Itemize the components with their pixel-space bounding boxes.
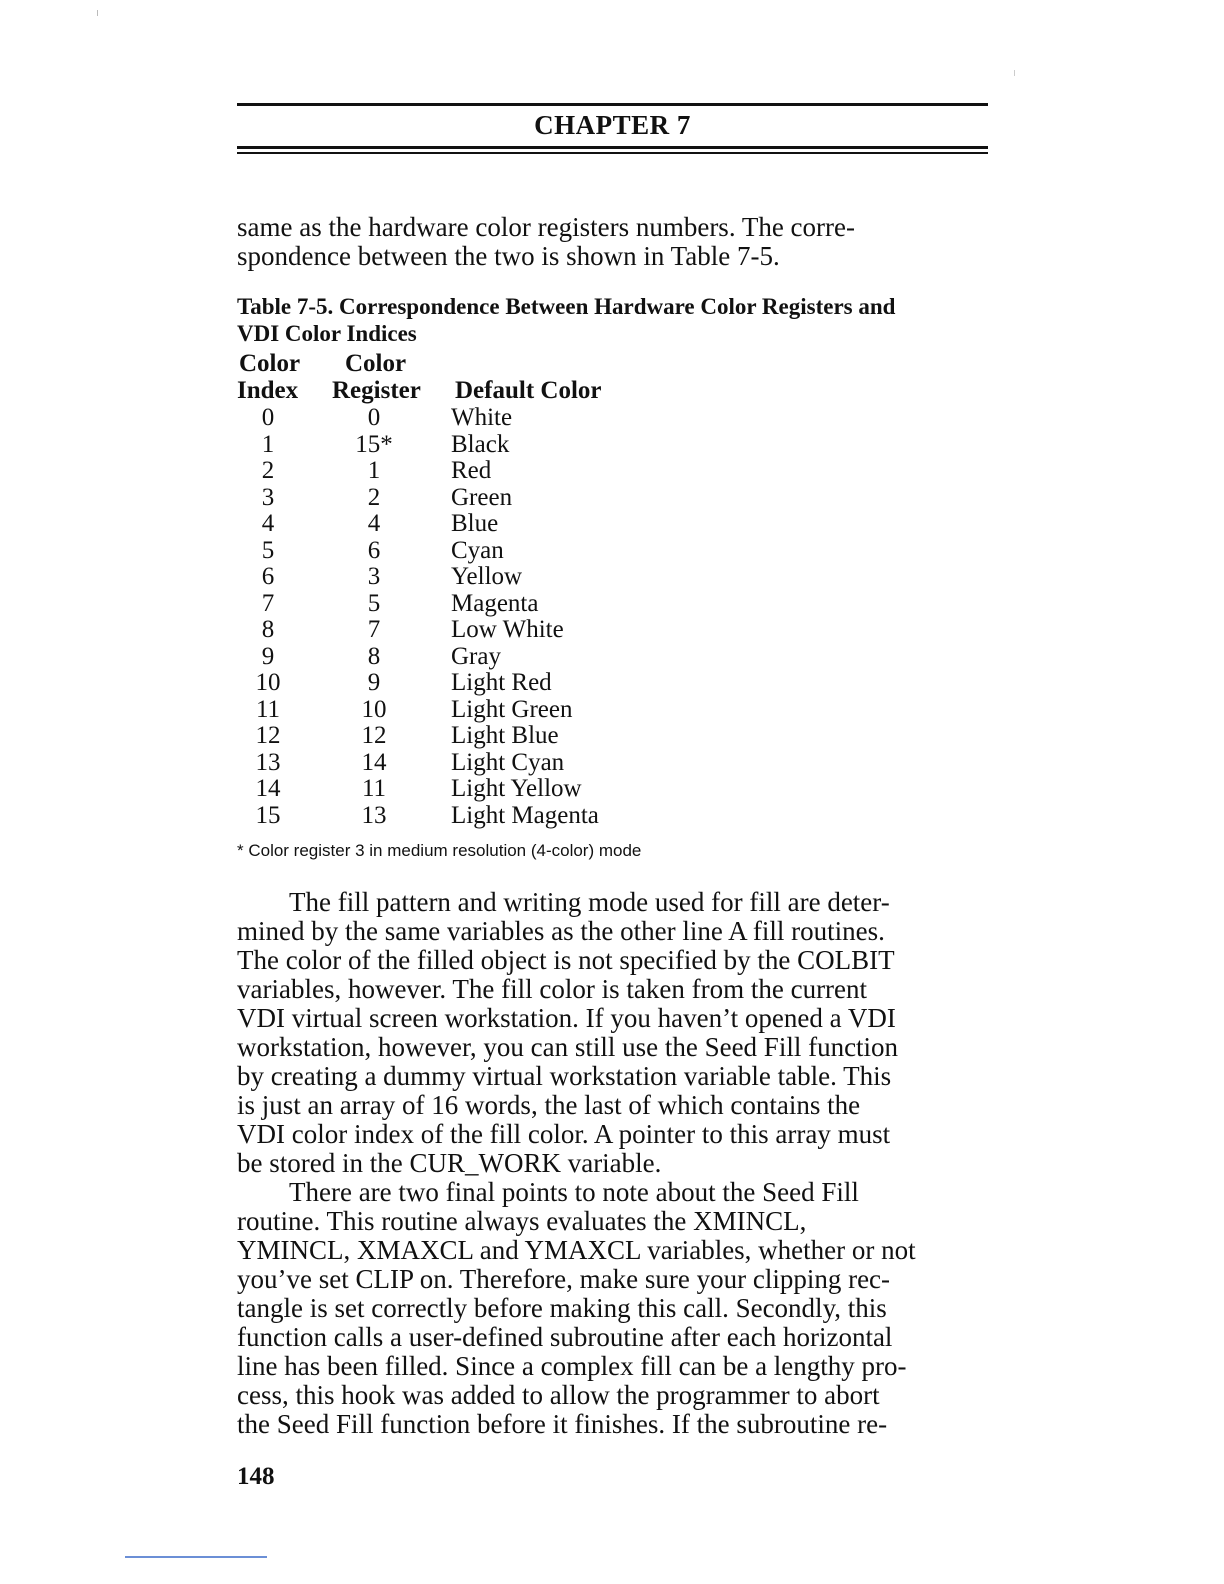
color-register-cell: 14 — [361, 748, 387, 776]
color-register-cell: 9 — [367, 669, 381, 696]
color-index-cell: 14 — [255, 775, 281, 802]
text-line: mined by the same variables as the other line A fill routines. — [237, 916, 885, 946]
color-index-cell: 0 — [261, 404, 275, 431]
text-line: The fill pattern and writing mode used for fill are deter- — [289, 887, 890, 917]
color-index-cell: 8 — [261, 616, 275, 643]
default-color-cell: Light Magenta — [451, 801, 599, 829]
color-index-cell: 12 — [255, 722, 281, 749]
header-rule-top — [237, 103, 988, 106]
color-register-cell: 3 — [367, 563, 381, 590]
default-color-cell: Light Red — [451, 669, 552, 696]
text-line: by creating a dummy virtual workstation variable table. This — [237, 1061, 892, 1091]
caption-line: Table 7-5. Correspondence Between Hardware Color Registers and — [237, 294, 896, 319]
color-index-cell: 5 — [261, 536, 275, 564]
table-row — [237, 485, 737, 512]
table-row — [237, 432, 737, 459]
color-register-cell: 8 — [367, 642, 381, 670]
scan-mark — [97, 10, 98, 16]
default-color-cell: Light Cyan — [451, 748, 565, 776]
scan-artifact-line — [125, 1556, 267, 1558]
color-register-cell: 5 — [367, 589, 381, 617]
color-index-cell: 2 — [261, 457, 275, 484]
text-line: YMINCL, XMAXCL and YMAXCL variables, whether or not — [237, 1235, 916, 1265]
text-line: you’ve set CLIP on. Therefore, make sure your clipping rec- — [237, 1264, 891, 1294]
text-line: is just an array of 16 words, the last of which contains the — [237, 1090, 861, 1120]
default-color-cell: Gray — [451, 642, 501, 670]
default-color-cell: Blue — [451, 510, 499, 537]
default-color-cell: Light Yellow — [451, 775, 582, 802]
color-register-cell: 4 — [367, 510, 381, 537]
text-line: line has been filled. Since a complex fill can be a lengthy pro- — [237, 1351, 907, 1381]
text-line: spondence between the two is shown in Table 7-5. — [237, 241, 780, 271]
table-caption — [237, 293, 997, 347]
default-color-cell: Green — [451, 483, 513, 511]
color-register-cell: 12 — [361, 722, 387, 749]
table-row — [237, 803, 737, 830]
color-index-cell: 7 — [261, 589, 275, 617]
table-row — [237, 723, 737, 750]
text-line: There are two final points to note about the Seed Fill — [289, 1177, 859, 1207]
table-footnote: * Color register 3 in medium resolution (4-color) mode — [237, 841, 642, 860]
text-line: same as the hardware color registers numbers. The corre- — [237, 212, 855, 242]
table-body — [237, 405, 737, 829]
color-register-cell: 11 — [361, 775, 387, 802]
color-index-cell: 15 — [255, 801, 281, 829]
table-row — [237, 697, 737, 724]
table-row — [237, 644, 737, 671]
color-index-cell: 4 — [261, 510, 275, 537]
default-color-cell: Yellow — [451, 563, 523, 590]
text-line: routine. This routine always evaluates the XMINCL, — [237, 1206, 807, 1236]
header-rule-bottom — [237, 146, 988, 149]
table-row — [237, 750, 737, 777]
default-color-cell: White — [451, 404, 513, 431]
default-color-cell: Cyan — [451, 536, 504, 564]
text-line: function calls a user-defined subroutine after each horizontal — [237, 1322, 893, 1352]
caption-line: VDI Color Indices — [237, 321, 417, 346]
header-default-color: Default Color — [455, 377, 602, 404]
color-index-cell: 3 — [261, 483, 275, 511]
color-register-cell: 7 — [367, 616, 381, 643]
default-color-cell: Black — [451, 430, 510, 458]
table-row — [237, 617, 737, 644]
table-row — [237, 591, 737, 618]
default-color-cell: Red — [451, 457, 492, 484]
table-row — [237, 405, 737, 432]
page-number: 148 — [237, 1463, 275, 1490]
color-register-cell: 1 — [367, 457, 381, 484]
table-row — [237, 538, 737, 565]
text-line: VDI virtual screen workstation. If you haven’t opened a VDI — [237, 1003, 896, 1033]
text-line: VDI color index of the fill color. A pointer to this array must — [237, 1119, 891, 1149]
color-index-cell: 1 — [261, 430, 275, 458]
text-line: be stored in the CUR_WORK variable. — [237, 1148, 662, 1178]
text-line: workstation, however, you can still use the Seed Fill function — [237, 1032, 899, 1062]
color-index-cell: 6 — [261, 563, 275, 590]
color-register-cell: 0 — [367, 404, 381, 431]
header-color-register-line1: Color — [345, 350, 407, 377]
table-row — [237, 511, 737, 538]
color-register-cell: 10 — [361, 695, 387, 723]
header-rule-bottom-thin — [237, 152, 988, 154]
text-line: the Seed Fill function before it finishes. If the subroutine re- — [237, 1409, 888, 1439]
text-line: tangle is set correctly before making this call. Secondly, this — [237, 1293, 887, 1323]
scan-mark — [1014, 70, 1015, 76]
color-register-cell: 2 — [367, 483, 381, 511]
color-register-cell: 6 — [367, 536, 381, 564]
table-row — [237, 564, 737, 591]
color-register-cell: 15* — [355, 430, 393, 458]
table-row — [237, 458, 737, 485]
header-color-index-line2: Index — [237, 377, 299, 404]
color-index-cell: 11 — [255, 695, 281, 723]
text-line: The color of the filled object is not specified by the COLBIT — [237, 945, 895, 975]
color-index-cell: 10 — [255, 669, 281, 696]
color-index-cell: 9 — [261, 642, 275, 670]
color-register-cell: 13 — [361, 801, 387, 829]
table-row — [237, 670, 737, 697]
default-color-cell: Low White — [451, 616, 564, 643]
intro-paragraph — [237, 213, 997, 271]
text-line: variables, however. The fill color is taken from the current — [237, 974, 868, 1004]
header-color-index-line1: Color — [239, 350, 301, 377]
body-paragraph-1 — [237, 888, 997, 1178]
header-color-register-line2: Register — [332, 377, 421, 404]
table-row — [237, 776, 737, 803]
default-color-cell: Light Green — [451, 695, 573, 723]
color-index-cell: 13 — [255, 748, 281, 776]
default-color-cell: Light Blue — [451, 722, 559, 749]
text-line: cess, this hook was added to allow the programmer to abort — [237, 1380, 880, 1410]
chapter-heading: CHAPTER 7 — [534, 110, 691, 140]
body-paragraph-2 — [237, 1178, 997, 1439]
default-color-cell: Magenta — [451, 589, 539, 617]
